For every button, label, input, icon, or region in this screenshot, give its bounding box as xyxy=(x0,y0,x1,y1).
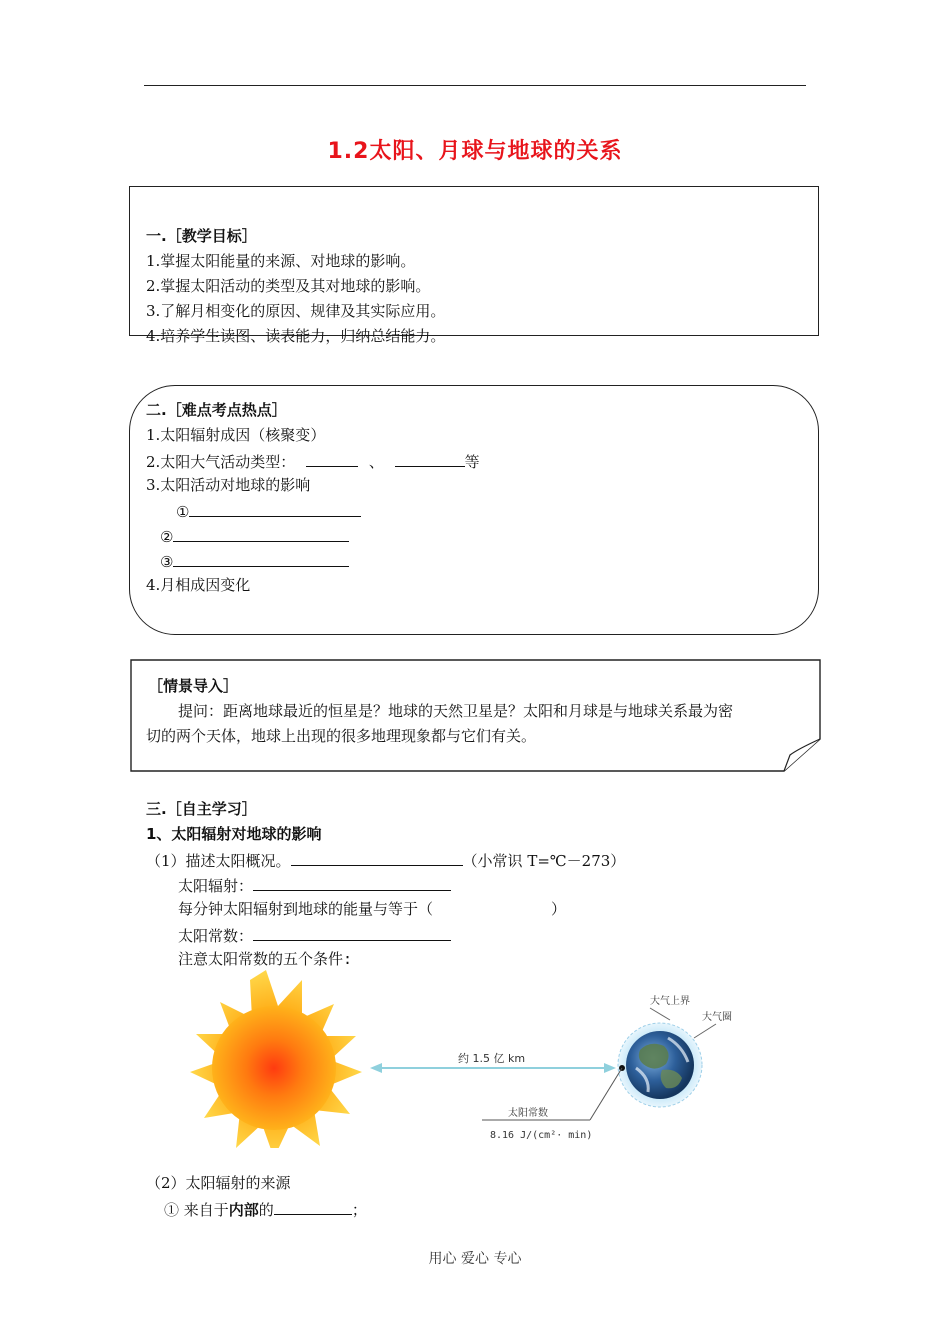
key-point-item: 4.月相成因变化 xyxy=(146,576,251,594)
earth-icon xyxy=(618,1023,702,1107)
question-line xyxy=(164,1198,367,1220)
key-point-suffix: 等 xyxy=(464,453,480,471)
question-text: ① 来自于 xyxy=(164,1201,229,1219)
page-title: 1.2太阳、月球与地球的关系 xyxy=(327,139,623,164)
key-point-item xyxy=(146,450,480,472)
sub-point xyxy=(160,550,349,572)
answer-blank[interactable] xyxy=(173,550,349,567)
sun-icon xyxy=(190,970,362,1148)
answer-blank[interactable] xyxy=(189,500,361,517)
header-rule xyxy=(144,85,806,86)
emphasis-text: 内部 xyxy=(228,1201,259,1219)
question-text: 太阳辐射： xyxy=(178,877,254,895)
atmos-top-label: 大气上界 xyxy=(650,996,690,1007)
solar-constant-label: 太阳常数 xyxy=(508,1108,548,1119)
question-text: ） xyxy=(551,900,567,918)
atmosphere-label: 大气圈 xyxy=(702,1012,732,1023)
separator: 、 xyxy=(368,453,384,471)
question-line xyxy=(146,849,625,871)
intro-text: 提问：距离地球最近的恒星是？地球的天然卫星是？太阳和月球是与地球关系最为密 xyxy=(178,702,734,720)
question-note: （小常识 T=℃－273） xyxy=(462,852,626,870)
question-text: 太阳常数： xyxy=(178,927,254,945)
objective-item: 2.掌握太阳活动的类型及其对地球的影响。 xyxy=(146,277,431,295)
objective-item: 1.掌握太阳能量的来源、对地球的影响。 xyxy=(146,252,416,270)
sub-point xyxy=(160,525,349,547)
answer-blank[interactable] xyxy=(253,874,451,891)
question-line xyxy=(178,924,451,946)
self-study-heading: 三.［自主学习］ xyxy=(146,800,257,818)
circle-number: ② xyxy=(160,528,174,546)
question-text: ； xyxy=(351,1201,367,1219)
objectives-heading: 一.［教学目标］ xyxy=(146,227,257,245)
question-line xyxy=(178,874,451,896)
answer-blank[interactable] xyxy=(173,525,349,542)
sub-point xyxy=(176,500,361,522)
objective-item: 4.培养学生读图、读表能力，归纳总结能力。 xyxy=(146,327,446,345)
objective-item: 3.了解月相变化的原因、规律及其实际应用。 xyxy=(146,302,446,320)
subsection-title: 1、太阳辐射对地球的影响 xyxy=(146,825,322,843)
question-line xyxy=(178,899,566,919)
question-text: 每分钟太阳辐射到地球的能量与等于（ xyxy=(178,900,434,918)
note-text: 注意太阳常数的五个条件: xyxy=(178,950,353,968)
answer-blank[interactable] xyxy=(395,450,465,467)
page-footer: 用心 爱心 专心 xyxy=(428,1251,522,1267)
question-text: （1）描述太阳概况。 xyxy=(146,852,291,870)
solar-constant-value: 8.16 J/(cm²· min) xyxy=(490,1130,593,1141)
answer-blank[interactable] xyxy=(253,924,451,941)
intro-heading: ［情景导入］ xyxy=(148,677,239,695)
question-line: （2）太阳辐射的来源 xyxy=(146,1174,291,1192)
circle-number: ① xyxy=(176,503,190,521)
answer-blank[interactable] xyxy=(306,450,358,467)
key-point-item: 1.太阳辐射成因（核聚变） xyxy=(146,426,326,444)
question-text: 的 xyxy=(258,1201,274,1219)
distance-label: 约 1.5 亿 km xyxy=(458,1052,526,1065)
answer-blank[interactable] xyxy=(291,849,463,866)
key-point-item: 3.太阳活动对地球的影响 xyxy=(146,476,311,494)
circle-number: ③ xyxy=(160,553,174,571)
key-points-heading: 二.［难点考点热点］ xyxy=(146,401,287,419)
sun-earth-figure xyxy=(170,968,770,1148)
intro-text: 切的两个天体，地球上出现的很多地理现象都与它们有关。 xyxy=(146,727,537,745)
key-point-item-text: 2.太阳大气活动类型： xyxy=(146,453,296,471)
answer-blank[interactable] xyxy=(274,1198,352,1215)
